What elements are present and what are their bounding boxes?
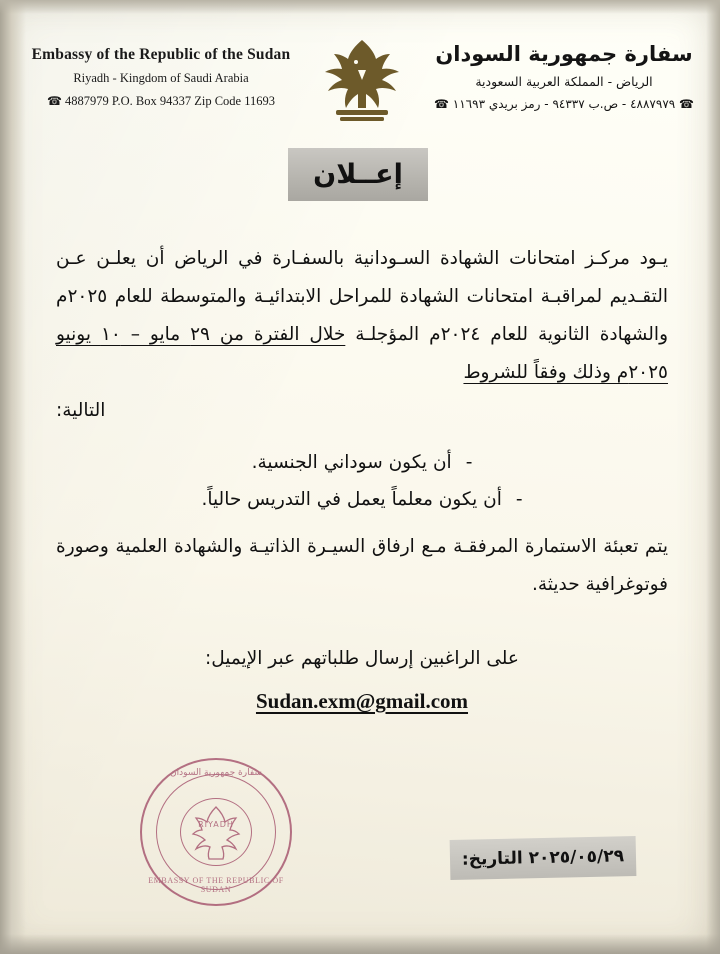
announcement-title-text: إعــلان [313,159,403,190]
email-instruction: على الراغبين إرسال طلباتهم عبر الإيميل: [205,648,519,670]
date-stamp-box [450,836,637,880]
telephone-icon: ☎ [679,97,694,111]
list-item-text: أن يكون سوداني الجنسية. [251,451,452,473]
stamp-text-middle: RIYADH [198,820,234,829]
intro-paragraph-text: يـود مركـز امتحانات الشهادة السـودانية بالسفـارة في الرياض أن يعلـن عـن التقـديم لمراقبـة امتحانات الشهادة للمراحل الابتدائيـة والمتوسطة للعام ٢٠٢٥م والشهادة الثانوية للعام ٢٠٢٤م المؤجلـة [56,248,668,345]
stamp-text-bottom: EMBASSY OF THE REPUBLIC OF SUDAN [148,876,284,894]
list-item [56,481,668,518]
date-text [462,846,625,869]
intro-paragraph [56,240,668,392]
announcement-title-banner [288,148,428,201]
embassy-location-arabic: الرياض - المملكة العربية السعودية [475,74,653,89]
embassy-location-english: Riyadh - Kingdom of Saudi Arabia [73,71,249,85]
embassy-contact-arabic [428,97,700,111]
embassy-contact-english [26,94,296,109]
letterhead-arabic [428,34,700,111]
email-address[interactable]: Sudan.exm@gmail.com [255,688,469,713]
letterhead [26,34,700,128]
stamp-text-top: سفارة جمهورية السودان [170,768,262,778]
conditions-list [56,444,668,518]
embassy-name-arabic: سفارة جمهورية السودان [435,42,693,66]
embassy-name-english: Embassy of the Republic of the Sudan [31,46,291,63]
list-item [56,444,668,481]
embassy-contact-arabic-text: ٤٨٨٧٩٧٩ - ص.ب ٩٤٣٣٧ - رمز بريدي ١١٦٩٣ [452,97,676,111]
sudan-national-emblem-eagle [314,36,410,128]
attachments-paragraph: يتم تعبئة الاستمارة المرفقـة مـع ارفاق السيـرة الذاتيـة والشهادة العلمية وصورة فوتوغرافية حديثة. [56,535,668,595]
list-item-text: أن يكون معلماً يعمل في التدريس حالياً. [201,488,502,510]
telephone-icon: ☎ [46,94,62,108]
date-value: ٢٠٢٥/٠٥/٢٩ [528,846,625,869]
stamp-eagle-icon [190,803,242,861]
document-body [56,240,668,714]
intro-paragraph-tail: التالية: [56,399,106,421]
date-label: التاريخ: [461,848,523,870]
page-edge-bottom [0,934,720,954]
page-edge-left [0,0,26,954]
page-edge-right [706,0,720,954]
intro-paragraph-underlined: خلال الفترة من ٢٩ مايو – ١٠ يونيو ٢٠٢٥م وذلك وفقاً للشروط [56,323,668,383]
embassy-contact-english-text: 4887979 P.O. Box 94337 Zip Code 11693 [65,94,276,108]
list-dash: - [515,488,523,510]
list-dash: - [465,451,473,473]
email-section [56,641,668,713]
letterhead-english [26,34,296,109]
official-embassy-round-stamp [140,758,292,906]
telephone-icon: ☎ [434,97,449,111]
page-edge-top [0,0,720,14]
